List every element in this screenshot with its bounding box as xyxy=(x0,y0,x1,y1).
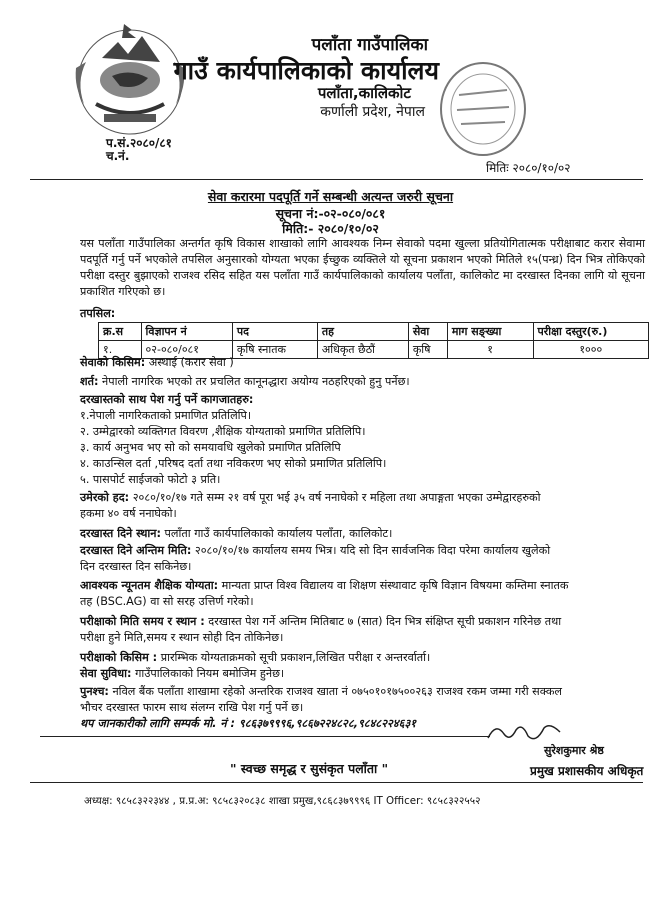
documents-heading: दरखास्तको साथ पेश गर्नु पर्ने कागजातहरु: xyxy=(80,393,254,406)
qualification-line-2: तह (BSC.AG) वा सो सरह उत्तिर्ण गरेको। xyxy=(80,595,254,608)
table-header-cell: माग सङ्ख्या xyxy=(447,323,533,341)
header-divider xyxy=(30,179,643,180)
application-place-line xyxy=(80,526,392,541)
service-type-label: सेवाको किसिम: xyxy=(80,356,146,369)
municipality-name: पलाँता गाउँपालिका xyxy=(311,35,428,55)
contact-info-line: थप जानकारीको लागि सम्पर्क मो. नं : ९८६३७९९९६,९८६७२२४८२८,९८४८२२४६३१ xyxy=(80,717,417,730)
dispatch-number: च.नं. xyxy=(106,149,130,163)
table-cell: कृषि xyxy=(408,341,447,359)
table-cell: १ xyxy=(447,341,533,359)
table-header-cell: क्र.स xyxy=(99,323,142,341)
exam-date-label: परीक्षाको मिति समय र स्थान : xyxy=(80,615,205,628)
condition-value: नेपाली नागरिक भएको तर प्रचलित कानूनद्धारा अयोग्य नठहरिएको हुनु पर्नेछ। xyxy=(98,375,410,388)
exam-date-line xyxy=(80,614,561,629)
exam-type-value: प्रारम्भिक योग्यताक्रमको सूची प्रकाशन,लिखित परीक्षा र अन्तरर्वार्ता। xyxy=(157,651,431,664)
table-header-cell: तह xyxy=(317,323,408,341)
table-header-cell: विज्ञापन नं xyxy=(141,323,232,341)
footer-divider xyxy=(40,736,490,737)
table-cell: कृषि स्नातक xyxy=(232,341,317,359)
office-stamp xyxy=(437,60,529,158)
facility-line xyxy=(80,666,284,681)
office-name: गाउँ कार्यपालिकाको कार्यालय xyxy=(173,56,439,85)
age-limit-line-2: हकमा ४० वर्ष ननाघेको। xyxy=(80,507,177,520)
table-cell: अधिकृत छैठौं xyxy=(317,341,408,359)
notice-paragraph: यस पलाँता गाउँपालिका अन्तर्गत कृषि विकास शाखाको लागि आवश्यक निम्न सेवाको पदमा खुल्ला प्रतियोगितात्मक परीक्षाबाट करार सेवामा पदपूर्ति गर्नु पर्ने भएकोले तपसिल अनुसारको योग्यता भएका ईच्छुक व्यक्तिले यो सूचना प्रकाशन भएको मितिले १५(पन्ध्र) दिन भित्र तोकिएको परीक्षा दस्तुर बुझाएको राजश्व रसिद सहित यस पलाँता गाउँ कार्यपालिकाको कार्यालय पलाँता, कालिकोट मा दरखास्त दिनका लागि यो सूचना प्रकाशित गरिएको छ। xyxy=(80,237,645,298)
signatory-name: सुरेशकुमार श्रेष्ठ xyxy=(544,744,604,757)
document-item: ४. काउन्सिल दर्ता ,परिषद दर्ता तथा नविकरण भए सोको प्रमाणित प्रतिलिपि। xyxy=(80,457,387,470)
table-header-row xyxy=(99,323,649,341)
office-contacts: अध्यक्ष: ९८५८३२२३४४ , प्र.प्र.अ: ९८५८३२०८३८ शाखा प्रमुख,९८६८३७९९९६ IT Officer: ९८५८३२२५५२ xyxy=(84,795,481,807)
exam-date-value: दरखास्त पेश गर्ने अन्तिम मितिबाट ७ (सात) दिन भित्र संक्षिप्त सूची प्रकाशन गरिनेछ तथा xyxy=(204,615,562,628)
postscript-line-2: भौचर दरखास्त फारम साथ संलग्न राखि पेश गर्नु पर्ने छ। xyxy=(80,701,304,714)
application-place-label: दरखास्त दिने स्थान: xyxy=(80,527,161,540)
qualification-line xyxy=(80,578,568,593)
table-cell: १. xyxy=(99,341,142,359)
table-cell: ०२-०८०/०८१ xyxy=(141,341,232,359)
slogan: " स्वच्छ समृद्ध र सुसंकृत पलाँता " xyxy=(230,761,389,776)
tapsil-label: तपसिल: xyxy=(80,307,116,320)
age-limit-value: २०८०/१०/१७ गते सम्म २१ वर्ष पूरा भई ३५ वर्ष ननाघेको र महिला तथा अपाङ्गता भएका उम्मेद्वारहरुको xyxy=(129,491,541,504)
vacancy-table xyxy=(98,322,649,359)
postscript-label: पुनश्च: xyxy=(80,685,109,698)
signatory-role: प्रमुख प्रशासकीय अधिकृत xyxy=(530,764,644,778)
facility-label: सेवा सुविधा: xyxy=(80,667,132,680)
exam-date-line-2: परीक्षा हुने मिति,समय र स्थान सोही दिन तोकिनेछ। xyxy=(80,631,284,644)
last-date-label: दरखास्त दिने अन्तिम मिति: xyxy=(80,544,192,557)
table-header-cell: पद xyxy=(232,323,317,341)
reference-number: प.सं.२०८०/८१ xyxy=(106,136,172,150)
postscript-value: नविल बैंक पलाँता शाखामा रहेको अन्तरिक राजश्व खाता नं ०७५०१०१७५००२६३ राजश्व रकम जम्मा गरी सक्कल xyxy=(108,685,563,698)
exam-type-line xyxy=(80,650,430,665)
last-date-value: २०८०/१०/१७ कार्यालय समय भित्र। यदि सो दिन सार्वजनिक विदा परेमा कार्यालय खुलेको xyxy=(191,544,551,557)
qualification-value: मान्यता प्राप्त विश्व विद्यालय वा शिक्षण संस्थावाट कृषि विज्ञान विषयमा कम्तिमा स्नातक xyxy=(218,579,569,592)
letter-date: मितिः २०८०/१०/०२ xyxy=(486,161,571,175)
province-name: कर्णाली प्रदेश, नेपाल xyxy=(320,104,425,120)
last-date-line xyxy=(80,543,550,558)
application-place-value: पलाँता गाउँ कार्यपालिकाको कार्यालय पलाँता, कालिकोट। xyxy=(161,527,393,540)
table-header-cell: सेवा xyxy=(408,323,447,341)
service-type-value: अस्थाई (करार सेवा ) xyxy=(145,356,234,369)
document-item: ३. कार्य अनुभव भए सो को समयावधि खुलेको प्रमाणित प्रतिलिपि xyxy=(80,441,341,454)
qualification-label: आवश्यक न्यूनतम शैक्षिक योग्यता: xyxy=(80,579,219,592)
notice-title: सेवा करारमा पदपूर्ति गर्ने सम्बन्धी अत्यन्त जरुरी सूचना xyxy=(207,189,454,204)
exam-type-label: परीक्षाको किसिम : xyxy=(80,651,158,664)
document-item: २. उम्मेद्वारको व्यक्तिगत विवरण ,शैक्षिक योग्यताको प्रमाणित प्रतिलिपि। xyxy=(80,425,366,438)
footer-rule xyxy=(30,782,643,783)
service-type-line xyxy=(80,355,234,370)
age-limit-line xyxy=(80,490,541,505)
table-header-cell: परीक्षा दस्तुर(रु.) xyxy=(533,323,648,341)
notice-date: मिति:- २०८०/१०/०२ xyxy=(282,221,379,236)
facility-value: गाउँपालिकाको नियम बमोजिम हुनेछ। xyxy=(131,667,285,680)
condition-label: शर्त: xyxy=(80,375,99,388)
postscript-line xyxy=(80,684,562,699)
document-item: १.नेपाली नागरिकताको प्रमाणित प्रतिलिपि। xyxy=(80,409,252,422)
age-limit-label: उमेरको हद: xyxy=(80,491,130,504)
office-address: पलाँता,कालिकोट xyxy=(317,84,411,102)
condition-line xyxy=(80,374,410,389)
document-item: ५. पासपोर्ट साईजको फोटो ३ प्रति। xyxy=(80,473,221,486)
table-cell: १००० xyxy=(533,341,648,359)
notice-number: सूचना नं:-०२-०८०/०८१ xyxy=(275,206,386,221)
last-date-line-2: दिन दरखास्त दिन सकिनेछ। xyxy=(80,560,192,573)
